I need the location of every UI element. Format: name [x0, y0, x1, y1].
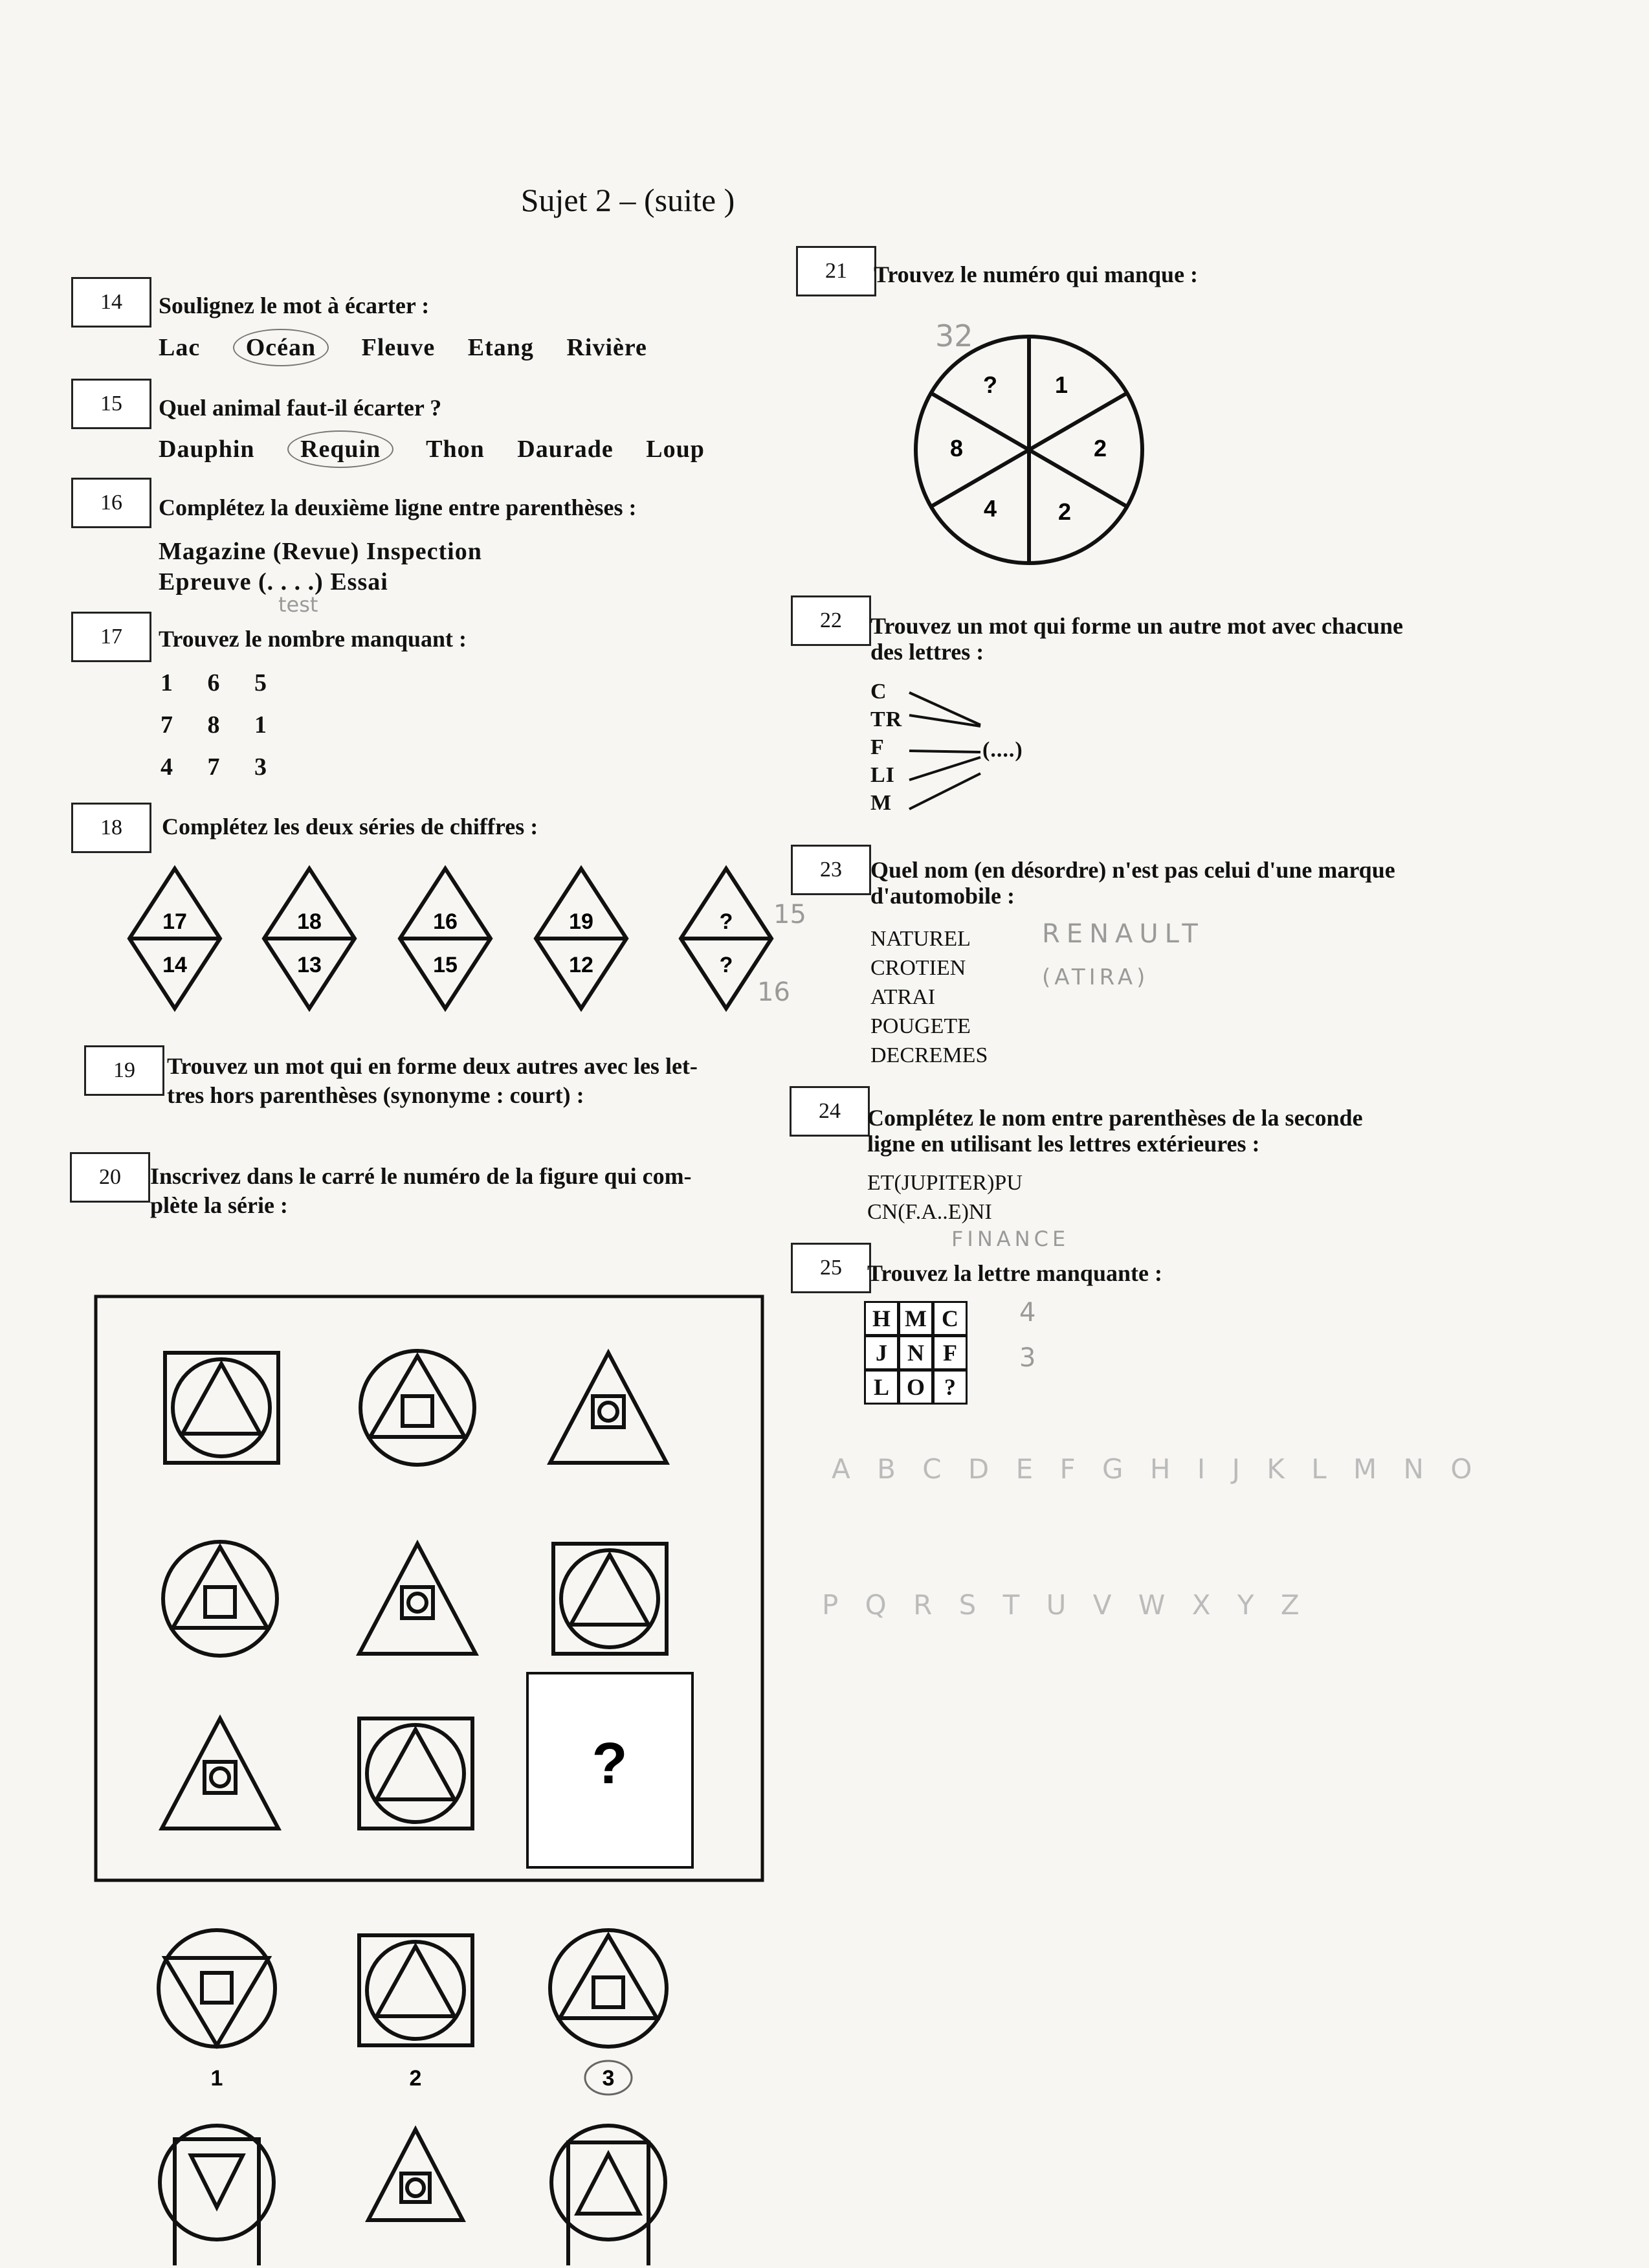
diamond-3	[400, 869, 491, 1008]
car-name[interactable]: CROTIEN	[870, 956, 966, 980]
question-24-lines	[867, 1168, 1023, 1227]
question-18-prompt: Complétez les deux séries de chiffres :	[162, 814, 538, 839]
word-option[interactable]: Rivière	[566, 334, 647, 361]
question-number-25: 25	[791, 1243, 871, 1293]
grid-cell: H	[864, 1301, 899, 1336]
question-number-16: 16	[71, 478, 151, 528]
number-wheel	[906, 327, 1152, 573]
answer-option-6[interactable]	[551, 2126, 665, 2265]
question-16-prompt: Complétez la deuxième ligne entre parenthèses :	[159, 495, 637, 520]
grid-cell: M	[898, 1301, 933, 1336]
figure-circle-triangle-square	[360, 1351, 474, 1465]
diamond-top: ?	[719, 909, 733, 934]
diamond-top: 17	[162, 909, 187, 934]
handwritten-alphabet-1: A B C D E F G H I J K L M N O	[832, 1453, 1481, 1485]
handwritten-alphabet-2: P Q R S T U V W X Y Z	[822, 1589, 1309, 1621]
grid-cell: O	[898, 1370, 933, 1405]
answer-label: 2	[409, 2066, 422, 2091]
wheel-number: 2	[1057, 498, 1072, 525]
question-16-line2[interactable]: Epreuve (. . . .) Essai	[159, 568, 388, 595]
number-cell: 3	[254, 753, 267, 781]
question-21-prompt: Trouvez le numéro qui manque :	[874, 261, 1199, 287]
diamond-top: 18	[297, 909, 322, 934]
car-name[interactable]: DECREMES	[870, 1043, 988, 1067]
grid-cell-missing[interactable]: ?	[933, 1370, 968, 1405]
question-14-prompt: Soulignez le mot à écarter :	[159, 293, 430, 318]
answer-label: 3	[602, 2066, 615, 2091]
question-number-15: 15	[71, 379, 151, 429]
grid-cell: F	[933, 1335, 968, 1370]
number-cell: 4	[160, 753, 173, 781]
question-22-prompt-line1: Trouvez un mot qui forme un autre mot avec chacune	[870, 613, 1403, 639]
car-name[interactable]: NATUREL	[870, 927, 971, 951]
handwritten-note: (ATIRA)	[1042, 964, 1149, 990]
question-17-prompt: Trouvez le nombre manquant :	[159, 626, 467, 652]
car-name-list	[870, 924, 988, 1070]
figure-series-panel	[91, 1291, 770, 1887]
handwritten-note: 15	[773, 900, 806, 929]
diamond-bottom: 15	[433, 953, 458, 977]
wheel-number: 2	[1093, 435, 1107, 461]
question-20-prompt-line2: plète la série :	[150, 1192, 288, 1218]
question-number-19: 19	[84, 1045, 164, 1096]
wheel-number: 4	[983, 495, 997, 522]
word-option[interactable]: Dauphin	[159, 436, 255, 463]
number-row-3	[160, 753, 267, 781]
handwritten-note: RENAULT	[1042, 919, 1204, 949]
figure-triangle-square-circle	[550, 1353, 667, 1463]
letter-item: C	[870, 680, 887, 704]
question-25-prompt: Trouvez la lettre manquante :	[867, 1260, 1162, 1286]
question-number-23: 23	[791, 845, 871, 895]
word-option[interactable]: Daurade	[517, 436, 614, 463]
letter-item: M	[870, 791, 892, 815]
figure-triangle-square-circle	[162, 1718, 278, 1829]
number-cell: 1	[254, 711, 267, 739]
number-row-1	[160, 669, 267, 697]
question-number-14: 14	[71, 277, 151, 328]
answer-option-3[interactable]	[550, 1930, 667, 2095]
diamond-series	[116, 861, 802, 1023]
wheel-number: 1	[1054, 372, 1068, 398]
line-1: ET(JUPITER)PU	[867, 1171, 1023, 1195]
question-number-24: 24	[790, 1086, 870, 1137]
figure-triangle-square-circle	[359, 1544, 476, 1654]
figure-square-circle-triangle	[359, 1718, 472, 1829]
answer-options	[142, 1916, 725, 2265]
answer-option-5[interactable]	[368, 2129, 463, 2220]
handwritten-note: 16	[757, 977, 790, 1007]
word-option-circled[interactable]: Requin	[287, 430, 393, 468]
grid-cell: N	[898, 1335, 933, 1370]
diamond-bottom: 13	[297, 953, 322, 977]
handwritten-answer-16: test	[278, 592, 318, 617]
answer-label: 1	[210, 2066, 223, 2091]
question-number-21: 21	[796, 246, 876, 296]
question-23-prompt-line1: Quel nom (en désordre) n'est pas celui d'une marque	[870, 857, 1395, 883]
word-option[interactable]: Lac	[159, 334, 201, 361]
question-19-prompt-line1: Trouvez un mot qui en forme deux autres avec les let-	[167, 1053, 698, 1079]
number-cell: 8	[207, 711, 221, 739]
letter-item: LI	[870, 763, 895, 787]
number-cell: 6	[207, 669, 221, 696]
letter-item: F	[870, 735, 885, 759]
question-23-prompt-line2: d'automobile :	[870, 883, 1015, 909]
answer-option-1[interactable]	[159, 1930, 275, 2091]
figure-square-circle-triangle	[553, 1544, 667, 1654]
missing-figure-box[interactable]	[527, 1673, 692, 1867]
page-title: Sujet 2 – (suite )	[520, 182, 735, 218]
letter-item: TR	[870, 707, 903, 731]
figure-circle-triangle-square	[163, 1542, 277, 1656]
number-cell: 7	[160, 711, 173, 739]
question-number-20: 20	[70, 1152, 150, 1203]
answer-blank-22[interactable]: (....)	[982, 738, 1023, 762]
word-option[interactable]: Loup	[646, 436, 705, 463]
word-option-circled[interactable]: Océan	[233, 329, 329, 366]
wheel-number: ?	[983, 372, 997, 398]
question-14-words	[159, 333, 673, 362]
question-15-prompt: Quel animal faut-il écarter ?	[159, 395, 442, 421]
number-row-2	[160, 711, 267, 739]
question-mark: ?	[592, 1731, 628, 1796]
word-option[interactable]: Fleuve	[361, 334, 436, 361]
handwritten-answer-24: FINANCE	[951, 1227, 1070, 1251]
question-24-prompt-line2: ligne en utilisant les lettres extérieures :	[867, 1131, 1260, 1157]
answer-option-2[interactable]	[359, 1935, 472, 2091]
wheel-number: 8	[949, 435, 964, 461]
question-20-prompt-line1: Inscrivez dans le carré le numéro de la figure qui com-	[150, 1163, 692, 1189]
question-number-22: 22	[791, 595, 871, 646]
question-number-18: 18	[71, 803, 151, 853]
question-24-prompt-line1: Complétez le nom entre parenthèses de la seconde	[867, 1105, 1363, 1131]
question-22-prompt-line2: des lettres :	[870, 639, 984, 665]
handwritten-note: 3	[1019, 1343, 1036, 1373]
diamond-bottom: 14	[162, 953, 187, 977]
diamond-top: 19	[569, 909, 593, 934]
word-option[interactable]: Thon	[426, 436, 485, 463]
answer-option-4[interactable]	[160, 2126, 274, 2265]
handwritten-note: 4	[1019, 1298, 1036, 1328]
grid-cell: C	[933, 1301, 968, 1336]
question-16-line1: Magazine (Revue) Inspection	[159, 538, 482, 565]
line-2[interactable]: CN(F.A..E)NI	[867, 1200, 992, 1224]
grid-cell: J	[864, 1335, 899, 1370]
question-19-prompt-line2: tres hors parenthèses (synonyme : court) :	[167, 1082, 584, 1108]
car-name[interactable]: ATRAI	[870, 985, 936, 1009]
word-option[interactable]: Etang	[467, 334, 534, 361]
number-cell: 5	[254, 669, 267, 696]
diamond-bottom: 12	[569, 953, 593, 977]
car-name[interactable]: POUGETE	[870, 1014, 971, 1038]
number-cell: 7	[207, 753, 221, 781]
figure-square-circle-triangle	[165, 1353, 278, 1463]
number-cell: 1	[160, 669, 173, 696]
question-number-17: 17	[71, 612, 151, 662]
grid-cell: L	[864, 1370, 899, 1405]
diamond-2	[264, 869, 355, 1008]
question-15-words	[159, 435, 731, 463]
diamond-4	[536, 869, 626, 1008]
diamond-top: 16	[433, 909, 458, 934]
diamond-bottom: ?	[719, 953, 733, 977]
handwritten-answer-21: 32	[935, 318, 973, 353]
diamond-1	[129, 869, 220, 1008]
